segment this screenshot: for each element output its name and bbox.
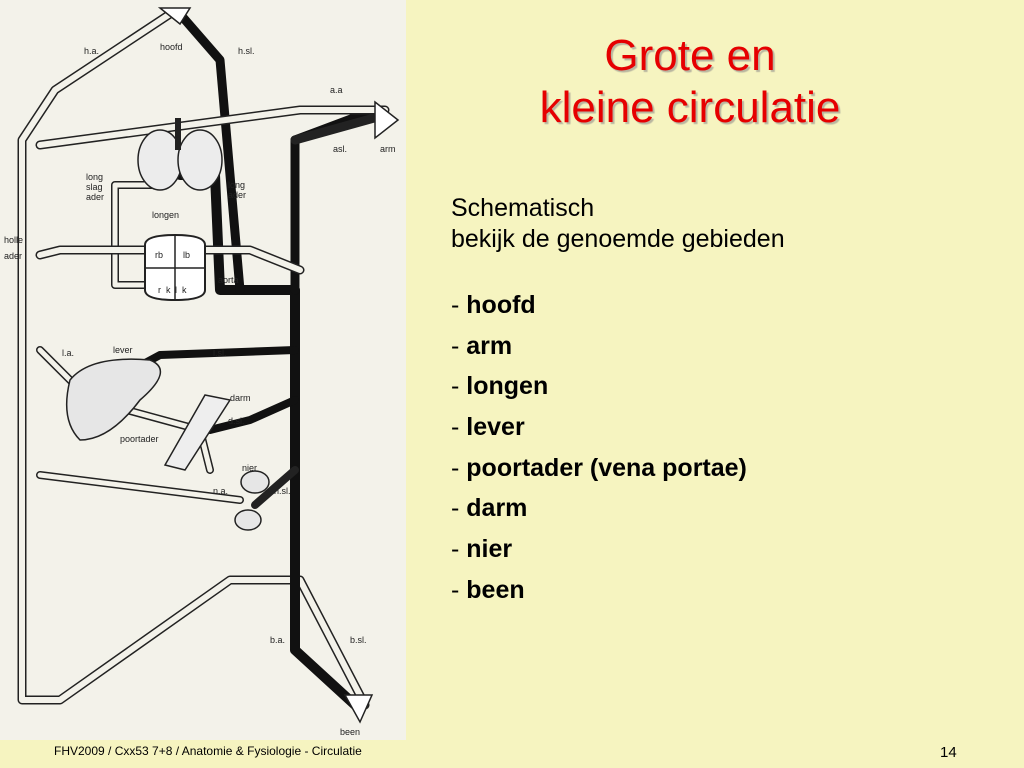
capillary-leg [345, 695, 372, 722]
label-k2: k [182, 285, 187, 295]
slide-content [451, 193, 785, 611]
label-longen: longen [152, 210, 180, 220]
label-ba: b.a. [270, 635, 286, 645]
label-ha: h.a. [84, 46, 100, 56]
label-la: l.a. [62, 348, 75, 358]
list-dash: - [451, 372, 460, 401]
list-dash: - [451, 453, 460, 482]
list-term: darm [466, 494, 528, 523]
label-aorta: aorta [218, 275, 239, 285]
list-item [451, 366, 785, 407]
label-holleader-1: holle [4, 235, 24, 245]
label-aa: a.a [330, 85, 343, 95]
list-item [451, 326, 785, 367]
kidney-bottom [235, 510, 261, 530]
label-k1: k [166, 285, 171, 295]
label-dsl: d.sl. [228, 416, 245, 426]
label-asl: asl. [333, 144, 348, 154]
list-item [451, 570, 785, 611]
label-lk: l [175, 285, 177, 295]
label-rk: r [158, 285, 161, 295]
slide-title [430, 30, 950, 134]
label-bsl: b.sl. [350, 635, 367, 645]
label-rb: rb [155, 250, 164, 260]
list-term: lever [466, 413, 525, 442]
subtitle-line-2: bekijk de genoemde gebieden [451, 225, 785, 253]
label-nsl: n.sl. [274, 486, 291, 496]
list-term: arm [466, 331, 513, 360]
label-nier: nier [242, 463, 258, 473]
list-term: nier [466, 535, 513, 564]
label-hsl: h.sl. [238, 46, 255, 56]
list-dash: - [451, 535, 460, 564]
lung-right [178, 130, 222, 190]
liver [67, 359, 161, 440]
label-longslagader-2: slag [86, 182, 103, 192]
list-dash: - [451, 291, 460, 319]
aorta-trunk [295, 290, 355, 705]
label-hoofd: hoofd [160, 42, 183, 52]
list-dash: - [451, 494, 460, 523]
label-longader-2: ader [228, 190, 247, 200]
list-term: longen [466, 372, 549, 401]
list-item [451, 488, 785, 529]
label-longslagader-1: long [86, 172, 104, 182]
list-item [451, 285, 785, 326]
label-longader-1: long [228, 180, 246, 190]
title-line-2: kleine circulatie [539, 83, 841, 132]
list-dash: - [451, 413, 460, 442]
list-dash: - [451, 575, 460, 604]
label-darm: darm [230, 393, 251, 403]
label-lb: lb [183, 250, 191, 260]
label-longslagader-3: ader [86, 192, 105, 202]
list-term: hoofd [466, 291, 536, 319]
list-item [451, 407, 785, 448]
page-number: 14 [940, 744, 957, 761]
label-arm: arm [380, 144, 396, 154]
list-item [451, 448, 785, 489]
circulation-schematic [0, 0, 406, 740]
title-line-1: Grote en [604, 31, 776, 80]
subtitle-line-1: Schematisch [451, 194, 595, 222]
list-term: poortader (vena portae) [466, 453, 747, 482]
area-list [451, 285, 785, 611]
list-term: been [466, 575, 525, 604]
intestine [165, 395, 230, 470]
label-poortader: poortader [120, 434, 159, 444]
kidney-top [241, 471, 269, 493]
list-dash: - [451, 331, 460, 360]
label-na: n.a. [213, 486, 229, 496]
label-holleader-2: ader [4, 251, 23, 261]
list-item [451, 529, 785, 570]
label-lsl: l.sl. [213, 348, 227, 358]
label-lever: lever [113, 345, 133, 355]
label-been: been [340, 727, 361, 737]
footer-text: FHV2009 / Cxx53 7+8 / Anatomie & Fysiologie - Circulatie [54, 744, 362, 758]
circulation-diagram [0, 0, 406, 740]
